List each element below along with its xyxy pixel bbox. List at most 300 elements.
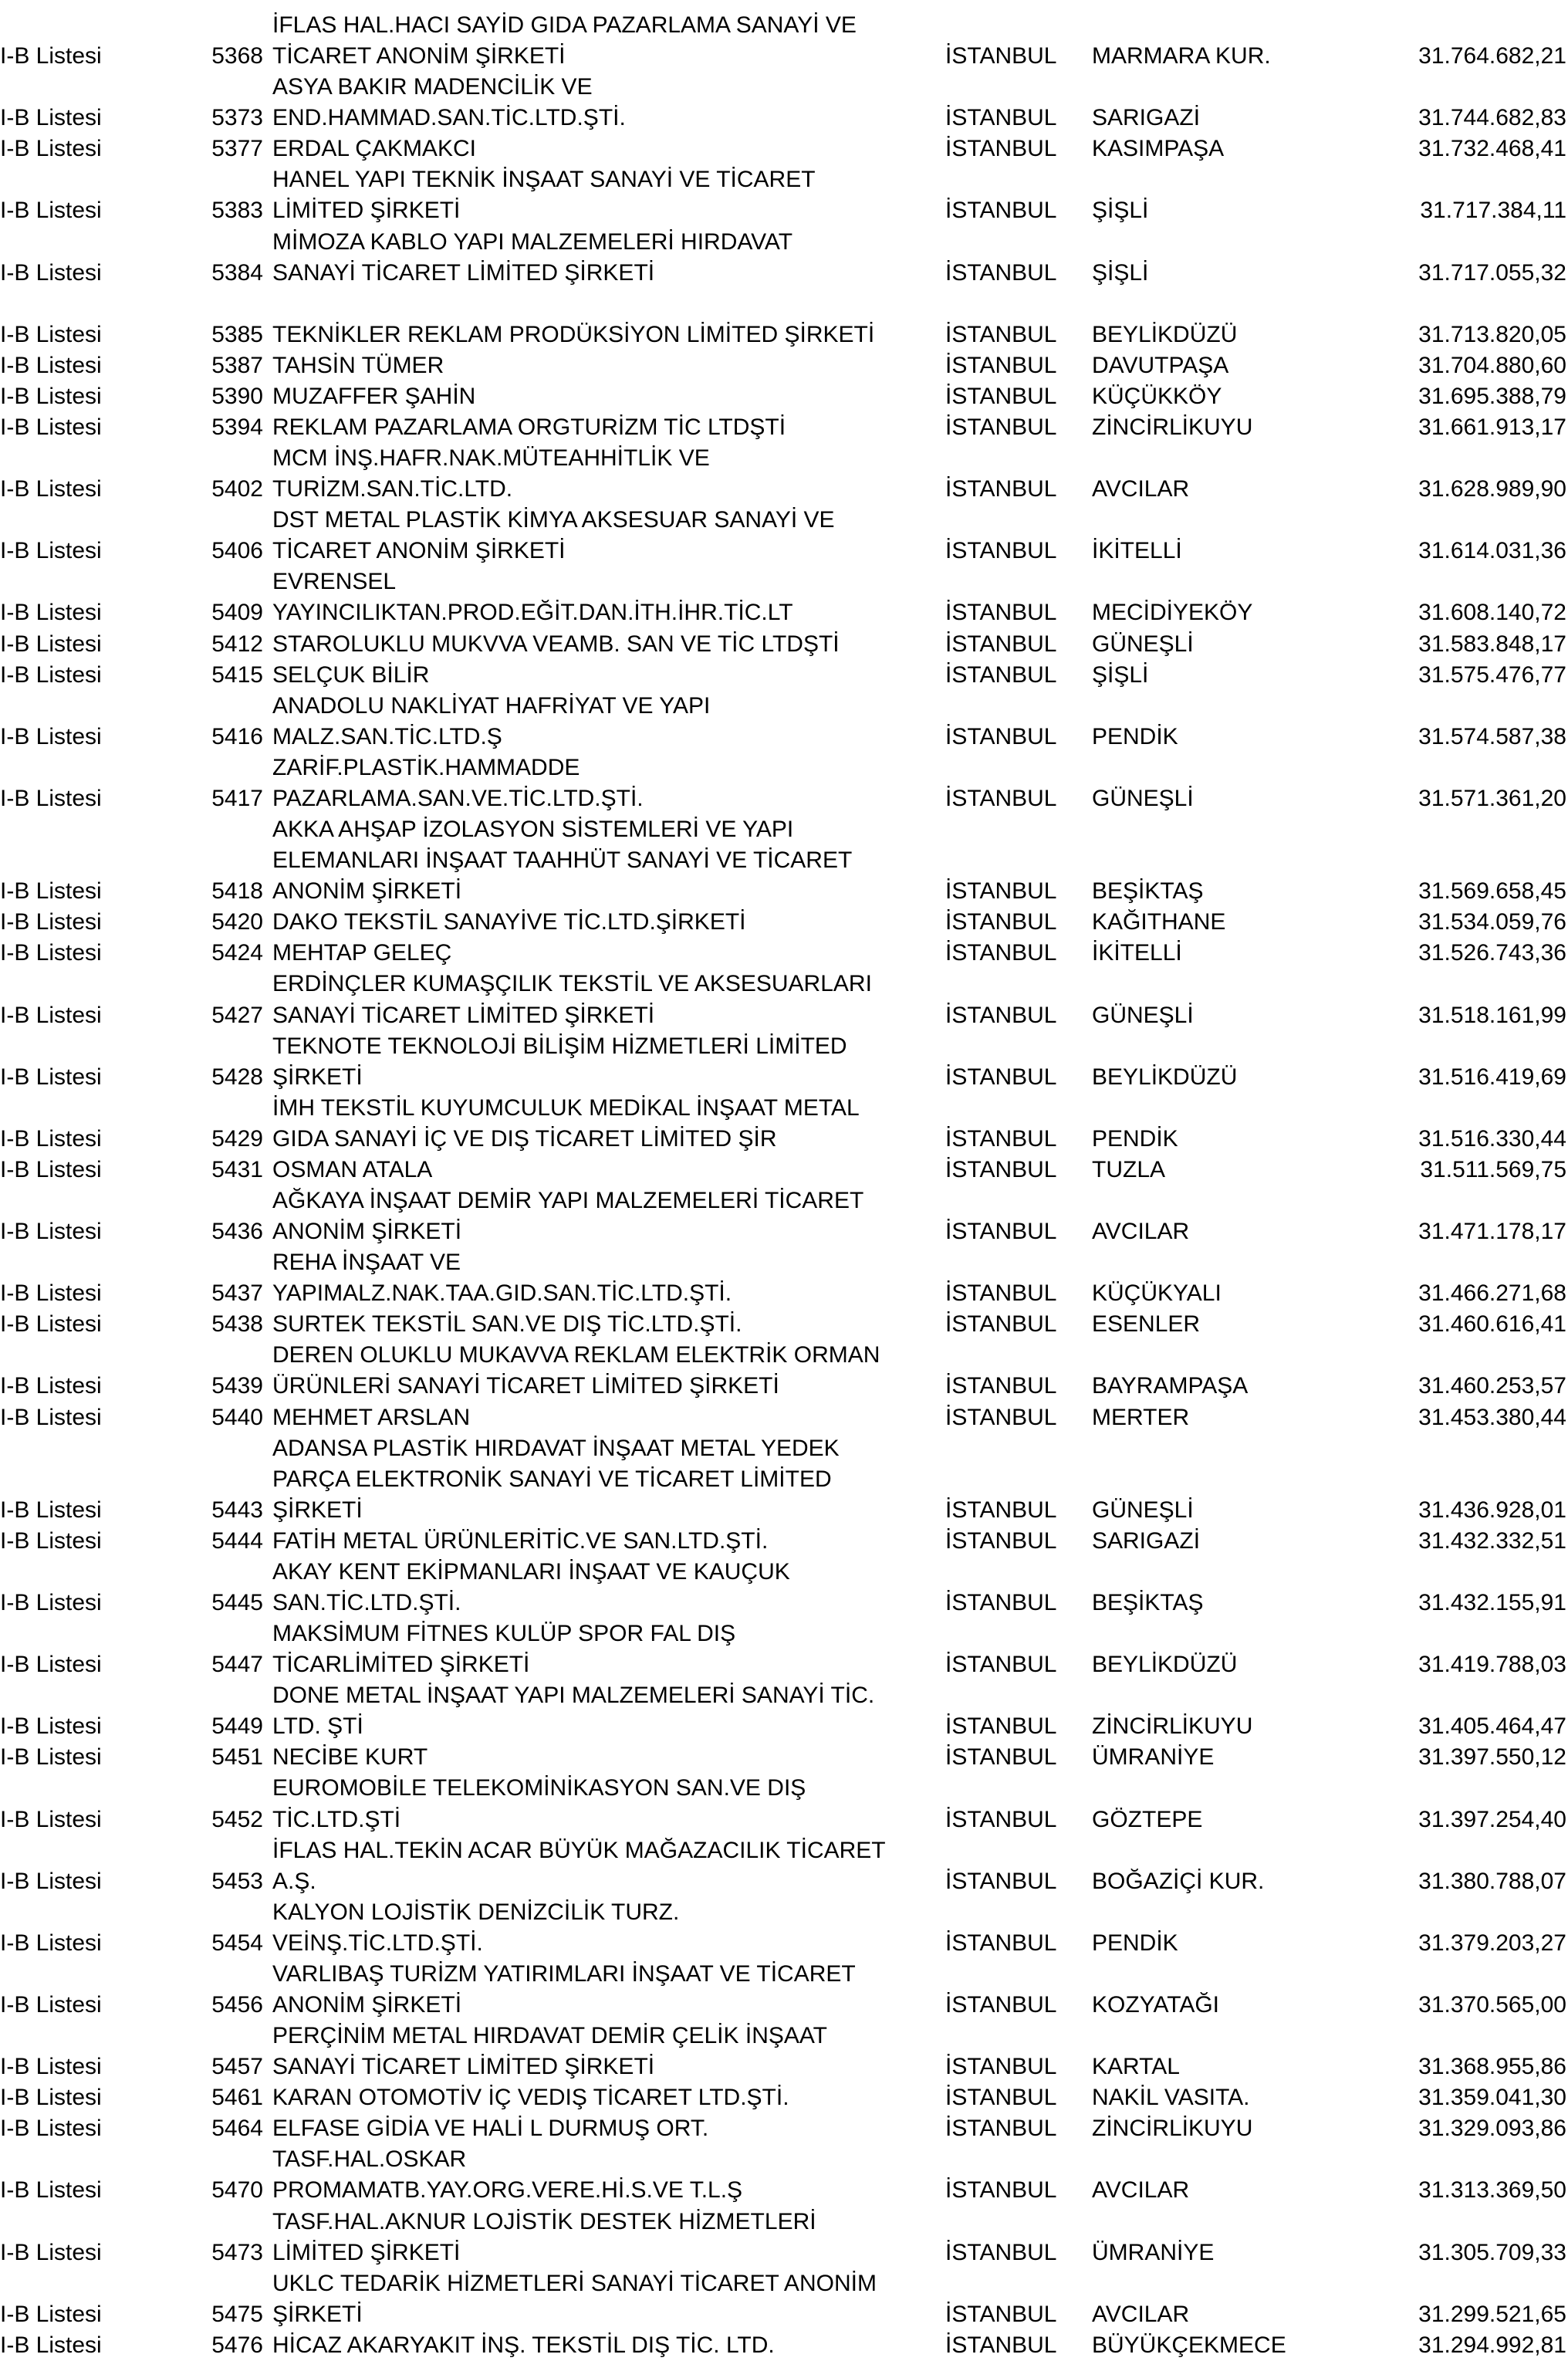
district: ÜMRANİYE bbox=[1092, 2239, 1215, 2265]
district: BEYLİKDÜZÜ bbox=[1092, 1064, 1238, 1090]
amount: 31.299.521,65 bbox=[1418, 2301, 1566, 2327]
company-name-line: ANONİM ŞİRKETİ bbox=[272, 878, 462, 905]
table-row bbox=[0, 72, 1568, 134]
city: İSTANBUL bbox=[945, 1280, 1057, 1307]
company-name-line: İFLAS HAL.TEKİN ACAR BÜYÜK MAĞAZACILIK TİCARET bbox=[272, 1837, 886, 1863]
company-name bbox=[272, 72, 936, 134]
amount: 31.695.388,79 bbox=[1418, 383, 1566, 409]
table-row bbox=[0, 1402, 1568, 1433]
amount: 31.575.476,77 bbox=[1418, 661, 1566, 688]
city: İSTANBUL bbox=[945, 1992, 1057, 2018]
district: GÜNEŞLİ bbox=[1092, 1002, 1194, 1028]
company-name-line: ELFASE GİDİA VE HALİ L DURMUŞ ORT. bbox=[272, 2116, 709, 2142]
company-name-line: KALYON LOJİSTİK DENİZCİLİK TURZ. bbox=[272, 1899, 680, 1925]
amount: 31.511.569,75 bbox=[1420, 1156, 1566, 1182]
list-label: I-B Listesi bbox=[0, 1156, 102, 1182]
amount: 31.294.992,81 bbox=[1418, 2332, 1566, 2358]
company-name-line: REHA İNŞAAT VE bbox=[272, 1250, 461, 1276]
record-number: 5390 bbox=[211, 383, 263, 409]
record-number: 5453 bbox=[211, 1868, 263, 1894]
table-row bbox=[0, 1959, 1568, 2021]
company-name bbox=[272, 2144, 936, 2206]
company-name-line: NECİBE KURT bbox=[272, 1744, 428, 1771]
list-label: I-B Listesi bbox=[0, 414, 102, 441]
amount: 31.571.361,20 bbox=[1418, 785, 1566, 811]
table-row bbox=[0, 1619, 1568, 1680]
record-number: 5429 bbox=[211, 1125, 263, 1152]
company-name-line: ASYA BAKIR MADENCİLİK VE bbox=[272, 74, 593, 100]
company-name bbox=[272, 2207, 936, 2268]
record-number: 5387 bbox=[211, 352, 263, 378]
table-row bbox=[0, 814, 1568, 907]
district: PENDİK bbox=[1092, 1125, 1178, 1152]
company-name-line: EVRENSEL bbox=[272, 569, 397, 595]
city: İSTANBUL bbox=[945, 1527, 1057, 1554]
list-label: I-B Listesi bbox=[0, 105, 102, 131]
company-name-line: ADANSA PLASTİK HIRDAVAT İNŞAAT METAL YEDEK bbox=[272, 1435, 840, 1461]
list-label: I-B Listesi bbox=[0, 2177, 102, 2204]
amount: 31.368.955,86 bbox=[1418, 2054, 1566, 2080]
list-label: I-B Listesi bbox=[0, 352, 102, 378]
district: TUZLA bbox=[1092, 1156, 1166, 1182]
amount: 31.460.253,57 bbox=[1418, 1373, 1566, 1399]
city: İSTANBUL bbox=[945, 1219, 1057, 1245]
record-number: 5473 bbox=[211, 2239, 263, 2265]
company-name bbox=[272, 1773, 936, 1835]
company-name bbox=[272, 1526, 936, 1557]
list-label: I-B Listesi bbox=[0, 600, 102, 626]
list-label: I-B Listesi bbox=[0, 136, 102, 162]
company-name-line: SANAYİ TİCARET LİMİTED ŞİRKETİ bbox=[272, 259, 655, 286]
table-row bbox=[0, 1155, 1568, 1186]
company-name bbox=[272, 629, 936, 660]
company-name-line: HİCAZ AKARYAKIT İNŞ. TEKSTİL DIŞ TİC. LTD. bbox=[272, 2332, 775, 2358]
company-name bbox=[272, 660, 936, 691]
district: KÜÇÜKKÖY bbox=[1092, 383, 1222, 409]
record-number: 5412 bbox=[211, 631, 263, 657]
record-number: 5461 bbox=[211, 2085, 263, 2111]
company-name-line: AĞKAYA İNŞAAT DEMİR YAPI MALZEMELERİ TİCARET bbox=[272, 1187, 864, 1213]
amount: 31.583.848,17 bbox=[1418, 631, 1566, 657]
record-number: 5449 bbox=[211, 1713, 263, 1740]
company-name-line: SAN.TİC.LTD.ŞTİ. bbox=[272, 1589, 461, 1615]
company-name-line: LİMİTED ŞİRKETİ bbox=[272, 198, 461, 224]
city: İSTANBUL bbox=[945, 1744, 1057, 1771]
table-row bbox=[0, 1247, 1568, 1309]
amount: 31.436.928,01 bbox=[1418, 1497, 1566, 1523]
company-name-line: TEKNOTE TEKNOLOJİ BİLİŞİM HİZMETLERİ LİMİTED bbox=[272, 1033, 847, 1059]
record-number: 5384 bbox=[211, 259, 263, 286]
company-name-line: DST METAL PLASTİK KİMYA AKSESUAR SANAYİ VE bbox=[272, 507, 835, 533]
table-row bbox=[0, 938, 1568, 969]
table-row bbox=[0, 2113, 1568, 2144]
district: AVCILAR bbox=[1092, 2177, 1190, 2204]
district: BEŞİKTAŞ bbox=[1092, 878, 1204, 905]
company-name bbox=[272, 1557, 936, 1619]
amount: 31.717.055,32 bbox=[1418, 259, 1566, 286]
company-name-line: ŞİRKETİ bbox=[272, 2301, 363, 2327]
table-row bbox=[0, 2207, 1568, 2268]
record-number: 5438 bbox=[211, 1311, 263, 1338]
list-label: I-B Listesi bbox=[0, 1404, 102, 1430]
company-name-line: FATİH METAL ÜRÜNLERİTİC.VE SAN.LTD.ŞTİ. bbox=[272, 1527, 769, 1554]
list-label: I-B Listesi bbox=[0, 1373, 102, 1399]
company-name bbox=[272, 691, 936, 753]
company-name-line: PROMAMATB.YAY.ORG.VERE.Hİ.S.VE T.L.Ş bbox=[272, 2177, 743, 2204]
city: İSTANBUL bbox=[945, 1125, 1057, 1152]
city: İSTANBUL bbox=[945, 259, 1057, 286]
list-label: I-B Listesi bbox=[0, 2054, 102, 2080]
district: PENDİK bbox=[1092, 723, 1178, 749]
amount: 31.518.161,99 bbox=[1418, 1002, 1566, 1028]
company-name-line: ANONİM ŞİRKETİ bbox=[272, 1992, 462, 2018]
amount: 31.313.369,50 bbox=[1418, 2177, 1566, 2204]
company-name-line: MUZAFFER ŞAHİN bbox=[272, 383, 476, 409]
district: DAVUTPAŞA bbox=[1092, 352, 1229, 378]
record-number: 5431 bbox=[211, 1156, 263, 1182]
list-label: I-B Listesi bbox=[0, 1064, 102, 1090]
list-label: I-B Listesi bbox=[0, 538, 102, 564]
company-name bbox=[272, 1742, 936, 1773]
amount: 31.329.093,86 bbox=[1418, 2116, 1566, 2142]
company-name-line: TİC.LTD.ŞTİ bbox=[272, 1806, 401, 1832]
amount: 31.432.332,51 bbox=[1418, 1527, 1566, 1554]
record-number: 5470 bbox=[211, 2177, 263, 2204]
table-row bbox=[0, 381, 1568, 412]
company-name-line: SURTEK TEKSTİL SAN.VE DIŞ TİC.LTD.ŞTİ. bbox=[272, 1311, 742, 1338]
company-name bbox=[272, 134, 936, 164]
company-name-line: SANAYİ TİCARET LİMİTED ŞİRKETİ bbox=[272, 1002, 655, 1028]
city: İSTANBUL bbox=[945, 321, 1057, 347]
district: AVCILAR bbox=[1092, 1219, 1190, 1245]
amount: 31.569.658,45 bbox=[1418, 878, 1566, 905]
district: BEYLİKDÜZÜ bbox=[1092, 321, 1238, 347]
city: İSTANBUL bbox=[945, 2239, 1057, 2265]
record-number: 5427 bbox=[211, 1002, 263, 1028]
company-name bbox=[272, 814, 936, 907]
city: İSTANBUL bbox=[945, 1868, 1057, 1894]
list-label: I-B Listesi bbox=[0, 723, 102, 749]
amount: 31.397.254,40 bbox=[1418, 1806, 1566, 1832]
company-name-line: MAKSİMUM FİTNES KULÜP SPOR FAL DIŞ bbox=[272, 1621, 736, 1647]
amount: 31.466.271,68 bbox=[1418, 1280, 1566, 1307]
list-label: I-B Listesi bbox=[0, 1992, 102, 2018]
list-label: I-B Listesi bbox=[0, 1868, 102, 1894]
district: GÜNEŞLİ bbox=[1092, 631, 1194, 657]
amount: 31.574.587,38 bbox=[1418, 723, 1566, 749]
city: İSTANBUL bbox=[945, 723, 1057, 749]
table-row bbox=[0, 753, 1568, 814]
district: KAĞITHANE bbox=[1092, 909, 1226, 935]
record-number: 5443 bbox=[211, 1497, 263, 1523]
table-row bbox=[0, 443, 1568, 505]
table-row bbox=[0, 134, 1568, 164]
table-row bbox=[0, 1433, 1568, 1526]
company-name bbox=[272, 412, 936, 443]
district: ŞİŞLİ bbox=[1092, 661, 1149, 688]
company-name-line: ŞİRKETİ bbox=[272, 1064, 363, 1090]
list-label: I-B Listesi bbox=[0, 2332, 102, 2358]
company-name-line: TİCARET ANONİM ŞİRKETİ bbox=[272, 43, 566, 69]
company-name-line: REKLAM PAZARLAMA ORGTURİZM TİC LTDŞTİ bbox=[272, 414, 786, 441]
table-row bbox=[0, 2082, 1568, 2113]
district: MERTER bbox=[1092, 1404, 1190, 1430]
list-label: I-B Listesi bbox=[0, 1280, 102, 1307]
company-name-line: YAPIMALZ.NAK.TAA.GID.SAN.TİC.LTD.ŞTİ. bbox=[272, 1280, 732, 1307]
table-row bbox=[0, 691, 1568, 753]
district: AVCILAR bbox=[1092, 2301, 1190, 2327]
district: ŞİŞLİ bbox=[1092, 198, 1149, 224]
list-label: I-B Listesi bbox=[0, 878, 102, 905]
company-name-line: LTD. ŞTİ bbox=[272, 1713, 363, 1740]
company-name bbox=[272, 2113, 936, 2144]
company-name-line: KARAN OTOMOTİV İÇ VEDIŞ TİCARET LTD.ŞTİ. bbox=[272, 2085, 789, 2111]
table-row bbox=[0, 660, 1568, 691]
company-name-line: UKLC TEDARİK HİZMETLERİ SANAYİ TİCARET ANONİM bbox=[272, 2270, 877, 2296]
city: İSTANBUL bbox=[945, 1373, 1057, 1399]
table-row bbox=[0, 567, 1568, 628]
table-row bbox=[0, 1093, 1568, 1155]
list-label: I-B Listesi bbox=[0, 631, 102, 657]
company-name bbox=[272, 1093, 936, 1155]
company-name-line: TURİZM.SAN.TİC.LTD. bbox=[272, 476, 513, 502]
company-name-line: END.HAMMAD.SAN.TİC.LTD.ŞTİ. bbox=[272, 105, 626, 131]
list-label: I-B Listesi bbox=[0, 1002, 102, 1028]
district: AVCILAR bbox=[1092, 476, 1190, 502]
city: İSTANBUL bbox=[945, 631, 1057, 657]
city: İSTANBUL bbox=[945, 1002, 1057, 1028]
amount: 31.661.913,17 bbox=[1418, 414, 1566, 441]
company-name-line: GIDA SANAYİ İÇ VE DIŞ TİCARET LİMİTED ŞİR bbox=[272, 1125, 777, 1152]
company-name-line: AKAY KENT EKİPMANLARI İNŞAAT VE KAUÇUK bbox=[272, 1558, 790, 1585]
record-number: 5394 bbox=[211, 414, 263, 441]
district: ŞİŞLİ bbox=[1092, 259, 1149, 286]
company-name-line: AKKA AHŞAP İZOLASYON SİSTEMLERİ VE YAPI bbox=[272, 817, 794, 843]
company-name bbox=[272, 350, 936, 381]
city: İSTANBUL bbox=[945, 136, 1057, 162]
company-name-line: STAROLUKLU MUKVVA VEAMB. SAN VE TİC LTDŞTİ bbox=[272, 631, 840, 657]
record-number: 5447 bbox=[211, 1652, 263, 1678]
company-name-line: DEREN OLUKLU MUKAVVA REKLAM ELEKTRİK ORMAN bbox=[272, 1342, 880, 1368]
list-label: I-B Listesi bbox=[0, 1589, 102, 1615]
record-number: 5476 bbox=[211, 2332, 263, 2358]
city: İSTANBUL bbox=[945, 1497, 1057, 1523]
city: İSTANBUL bbox=[945, 1652, 1057, 1678]
company-name-line: TASF.HAL.OSKAR bbox=[272, 2146, 467, 2173]
company-name bbox=[272, 753, 936, 814]
company-name-line: YAYINCILIKTAN.PROD.EĞİT.DAN.İTH.İHR.TİC.LT bbox=[272, 600, 793, 626]
list-label: I-B Listesi bbox=[0, 661, 102, 688]
city: İSTANBUL bbox=[945, 1156, 1057, 1182]
table-row bbox=[0, 412, 1568, 443]
record-number: 5383 bbox=[211, 198, 263, 224]
city: İSTANBUL bbox=[945, 1713, 1057, 1740]
company-name-line: İMH TEKSTİL KUYUMCULUK MEDİKAL İNŞAAT METAL bbox=[272, 1094, 860, 1121]
amount: 31.614.031,36 bbox=[1418, 538, 1566, 564]
table-row bbox=[0, 227, 1568, 289]
district: MARMARA KUR. bbox=[1092, 43, 1271, 69]
list-label: I-B Listesi bbox=[0, 1744, 102, 1771]
amount: 31.534.059,76 bbox=[1418, 909, 1566, 935]
city: İSTANBUL bbox=[945, 785, 1057, 811]
list-label: I-B Listesi bbox=[0, 383, 102, 409]
city: İSTANBUL bbox=[945, 352, 1057, 378]
company-name bbox=[272, 2082, 936, 2113]
city: İSTANBUL bbox=[945, 198, 1057, 224]
record-number: 5475 bbox=[211, 2301, 263, 2327]
table-row bbox=[0, 1773, 1568, 1835]
company-name bbox=[272, 1402, 936, 1433]
company-name-line: MİMOZA KABLO YAPI MALZEMELERİ HIRDAVAT bbox=[272, 228, 793, 255]
amount: 31.359.041,30 bbox=[1418, 2085, 1566, 2111]
district: ZİNCİRLİKUYU bbox=[1092, 2116, 1253, 2142]
amount: 31.405.464,47 bbox=[1418, 1713, 1566, 1740]
company-name-line: TAHSİN TÜMER bbox=[272, 352, 444, 378]
table-row bbox=[0, 1526, 1568, 1557]
company-name-line: MEHTAP GELEÇ bbox=[272, 940, 452, 966]
table-row bbox=[0, 505, 1568, 567]
company-name-line: MCM İNŞ.HAFR.NAK.MÜTEAHHİTLİK VE bbox=[272, 445, 710, 472]
company-name bbox=[272, 1680, 936, 1742]
table-row bbox=[0, 2021, 1568, 2082]
company-name bbox=[272, 938, 936, 969]
district: SARIGAZİ bbox=[1092, 1527, 1201, 1554]
city: İSTANBUL bbox=[945, 1930, 1057, 1956]
company-name bbox=[272, 1897, 936, 1959]
city: İSTANBUL bbox=[945, 600, 1057, 626]
table-row bbox=[0, 1186, 1568, 1247]
company-name bbox=[272, 2021, 936, 2082]
company-name bbox=[272, 1619, 936, 1680]
company-name bbox=[272, 1309, 936, 1340]
record-number: 5457 bbox=[211, 2054, 263, 2080]
table-row bbox=[0, 2330, 1568, 2361]
district: PENDİK bbox=[1092, 1930, 1178, 1956]
city: İSTANBUL bbox=[945, 2085, 1057, 2111]
district: BEŞİKTAŞ bbox=[1092, 1589, 1204, 1615]
city: İSTANBUL bbox=[945, 414, 1057, 441]
list-label: I-B Listesi bbox=[0, 2085, 102, 2111]
table-row bbox=[0, 969, 1568, 1030]
table-row bbox=[0, 350, 1568, 381]
city: İSTANBUL bbox=[945, 476, 1057, 502]
company-name bbox=[272, 1247, 936, 1309]
company-name bbox=[272, 164, 936, 226]
city: İSTANBUL bbox=[945, 43, 1057, 69]
list-label: I-B Listesi bbox=[0, 2301, 102, 2327]
amount: 31.379.203,27 bbox=[1418, 1930, 1566, 1956]
record-number: 5377 bbox=[211, 136, 263, 162]
record-number: 5416 bbox=[211, 723, 263, 749]
amount: 31.717.384,11 bbox=[1420, 198, 1566, 224]
district: NAKİL VASITA. bbox=[1092, 2085, 1250, 2111]
table-row bbox=[0, 907, 1568, 938]
company-name-line: ELEMANLARI İNŞAAT TAAHHÜT SANAYİ VE TİCARET bbox=[272, 847, 853, 874]
company-name bbox=[272, 2330, 936, 2361]
amount: 31.460.616,41 bbox=[1418, 1311, 1566, 1338]
amount: 31.419.788,03 bbox=[1418, 1652, 1566, 1678]
amount: 31.380.788,07 bbox=[1418, 1868, 1566, 1894]
table-row bbox=[0, 1340, 1568, 1402]
company-name-line: TASF.HAL.AKNUR LOJİSTİK DESTEK HİZMETLERİ bbox=[272, 2208, 816, 2234]
record-number: 5418 bbox=[211, 878, 263, 905]
company-name-line: A.Ş. bbox=[272, 1868, 316, 1894]
table-row bbox=[0, 1680, 1568, 1742]
document-table bbox=[0, 10, 1568, 2361]
company-name bbox=[272, 567, 936, 628]
district: BAYRAMPAŞA bbox=[1092, 1373, 1249, 1399]
record-number: 5402 bbox=[211, 476, 263, 502]
amount: 31.471.178,17 bbox=[1418, 1219, 1566, 1245]
amount: 31.744.682,83 bbox=[1418, 105, 1566, 131]
company-name bbox=[272, 907, 936, 938]
district: KÜÇÜKYALI bbox=[1092, 1280, 1222, 1307]
company-name-line: İFLAS HAL.HACI SAYİD GIDA PAZARLAMA SANAYİ VE bbox=[272, 12, 857, 38]
list-label: I-B Listesi bbox=[0, 1713, 102, 1740]
record-number: 5406 bbox=[211, 538, 263, 564]
company-name bbox=[272, 320, 936, 350]
district: ESENLER bbox=[1092, 1311, 1201, 1338]
amount: 31.732.468,41 bbox=[1418, 136, 1566, 162]
table-row bbox=[0, 1742, 1568, 1773]
record-number: 5444 bbox=[211, 1527, 263, 1554]
table-row bbox=[0, 10, 1568, 72]
company-name bbox=[272, 1186, 936, 1247]
company-name-line: MALZ.SAN.TİC.LTD.Ş bbox=[272, 723, 502, 749]
list-label: I-B Listesi bbox=[0, 1806, 102, 1832]
list-label: I-B Listesi bbox=[0, 43, 102, 69]
company-name bbox=[272, 1835, 936, 1897]
city: İSTANBUL bbox=[945, 909, 1057, 935]
list-label: I-B Listesi bbox=[0, 1311, 102, 1338]
company-name-line: PERÇİNİM METAL HIRDAVAT DEMİR ÇELİK İNŞAAT bbox=[272, 2023, 827, 2049]
company-name-line: ZARİF.PLASTİK.HAMMADDE bbox=[272, 754, 580, 780]
district: BÜYÜKÇEKMECE bbox=[1092, 2332, 1286, 2358]
district: ÜMRANİYE bbox=[1092, 1744, 1215, 1771]
district: BEYLİKDÜZÜ bbox=[1092, 1652, 1238, 1678]
list-label: I-B Listesi bbox=[0, 1125, 102, 1152]
amount: 31.526.743,36 bbox=[1418, 940, 1566, 966]
list-label: I-B Listesi bbox=[0, 1652, 102, 1678]
city: İSTANBUL bbox=[945, 1064, 1057, 1090]
record-number: 5424 bbox=[211, 940, 263, 966]
company-name bbox=[272, 1155, 936, 1186]
city: İSTANBUL bbox=[945, 661, 1057, 688]
record-number: 5439 bbox=[211, 1373, 263, 1399]
record-number: 5417 bbox=[211, 785, 263, 811]
company-name-line: LİMİTED ŞİRKETİ bbox=[272, 2239, 461, 2265]
table-row bbox=[0, 1897, 1568, 1959]
company-name-line: ANONİM ŞİRKETİ bbox=[272, 1219, 462, 1245]
company-name bbox=[272, 1340, 936, 1402]
city: İSTANBUL bbox=[945, 2301, 1057, 2327]
company-name-line: ÜRÜNLERİ SANAYİ TİCARET LİMİTED ŞİRKETİ bbox=[272, 1373, 779, 1399]
district: ZİNCİRLİKUYU bbox=[1092, 1713, 1253, 1740]
district: BOĞAZİÇİ KUR. bbox=[1092, 1868, 1265, 1894]
district: ZİNCİRLİKUYU bbox=[1092, 414, 1253, 441]
company-name-line: TEKNİKLER REKLAM PRODÜKSİYON LİMİTED ŞİRKETİ bbox=[272, 321, 875, 347]
company-name bbox=[272, 10, 936, 72]
city: İSTANBUL bbox=[945, 1589, 1057, 1615]
company-name bbox=[272, 505, 936, 567]
list-label: I-B Listesi bbox=[0, 1219, 102, 1245]
list-label: I-B Listesi bbox=[0, 476, 102, 502]
record-number: 5436 bbox=[211, 1219, 263, 1245]
company-name-line: SELÇUK BİLİR bbox=[272, 661, 430, 688]
city: İSTANBUL bbox=[945, 383, 1057, 409]
table-row bbox=[0, 2144, 1568, 2206]
company-name-line: MEHMET ARSLAN bbox=[272, 1404, 471, 1430]
